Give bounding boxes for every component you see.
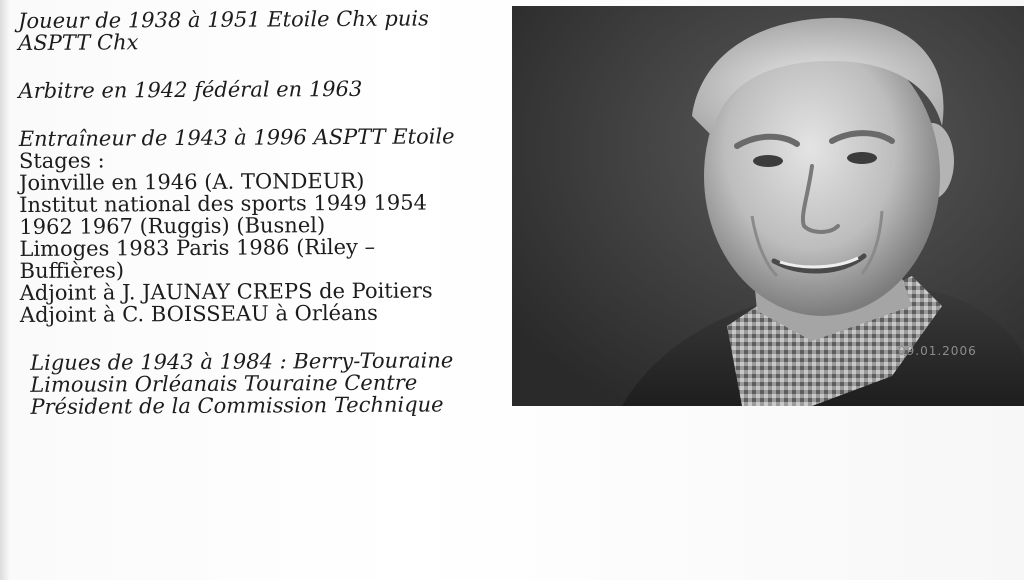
biography-text [18, 7, 500, 418]
ligues-line-1: Ligues de 1943 à 1984 : Berry-Touraine [30, 348, 454, 375]
stage-institut-years: 1962 1967 (Ruggis) (Busnel) [19, 213, 326, 239]
joueur-line-1: Joueur de 1938 à 1951 Etoile Chx puis [17, 6, 429, 33]
stage-limoges-cont: Buffières) [19, 258, 125, 283]
portrait-photo [512, 6, 1024, 406]
adjoint-boisseau: Adjoint à C. BOISSEAU à Orléans [19, 300, 378, 327]
joueur-line-2: ASPTT Chx [18, 30, 139, 55]
stage-joinville: Joinville en 1946 (A. TONDEUR) [18, 168, 365, 195]
stage-limoges: Limoges 1983 Paris 1986 (Riley – [19, 234, 376, 261]
entraineur-line: Entraîneur de 1943 à 1996 ASPTT Etoile [18, 124, 455, 151]
arbitre-line: Arbitre en 1942 fédéral en 1963 [18, 76, 363, 103]
stage-institut: Institut national des sports 1949 1954 [19, 190, 428, 217]
ligues-line-2: Limousin Orléanais Touraine Centre [30, 370, 418, 397]
page-edge-shadow [0, 0, 10, 580]
adjoint-jaunay: Adjoint à J. JAUNAY CREPS de Poitiers [19, 278, 433, 305]
stages-heading: Stages : [18, 148, 105, 173]
photo-date-stamp: 09.01.2006 [898, 344, 977, 358]
president-line: Président de la Commission Technique [30, 392, 444, 419]
